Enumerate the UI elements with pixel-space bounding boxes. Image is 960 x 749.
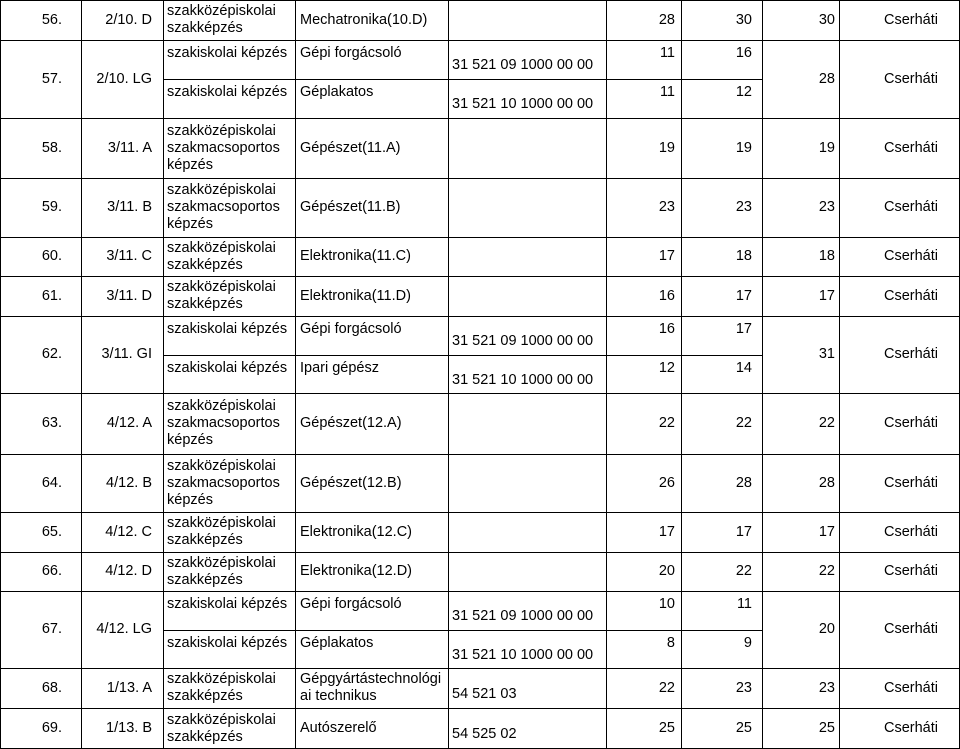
row-number: 57. [41,70,62,87]
class-name: 3/11. B [107,199,152,215]
qualification-code: 31 521 10 1000 00 00 [452,646,594,663]
profession-name: Gépészet(11.B) [300,199,401,215]
teacher-name: Cserháti [884,474,938,491]
headcount-2: 28 [735,474,752,491]
teacher-name: Cserháti [884,70,938,87]
row-number: 65. [41,523,62,540]
headcount-1: 11 [659,84,675,100]
profession-name: Elektronika(12.C) [300,523,413,540]
headcount-1: 23 [658,199,675,215]
row-divider [0,40,960,41]
profession-name: Ipari gépész [300,359,379,376]
row-divider [0,393,960,394]
training-type: szakközépiskolai szakmacsoportos képzés [167,457,280,508]
class-name: 4/12. A [106,415,152,431]
training-type: szakközépiskolai szakképzés [167,554,276,588]
headcount-1: 19 [658,139,675,156]
profession-name: Gépi forgácsoló [300,45,402,61]
profession-name: Autószerelő [300,720,377,736]
row-number: 67. [41,621,62,637]
headcount-3: 31 [818,346,835,362]
training-type: szakiskolai képzés [167,359,288,376]
headcount-1: 22 [658,679,675,696]
headcount-1: 16 [658,321,675,337]
profession-name: Géplakatos [300,84,374,100]
headcount-3: 23 [818,199,835,215]
training-type: szakiskolai képzés [167,321,288,337]
headcount-2: 12 [735,84,752,100]
headcount-1: 17 [658,523,675,540]
training-type: szakközépiskolai szakképzés [167,279,276,312]
headcount-3: 28 [818,70,835,87]
class-name: 3/11. GI [101,346,152,362]
row-number: 66. [41,563,62,579]
headcount-2: 30 [735,11,752,28]
headcount-2: 23 [735,679,752,696]
column-divider [448,0,449,749]
training-type: szakiskolai képzés [167,596,288,612]
profession-name: Elektronika(11.C) [300,248,411,264]
profession-name: Gépészet(12.A) [300,415,402,431]
teacher-name: Cserháti [884,523,938,540]
headcount-3: 23 [818,679,835,696]
column-divider [295,0,296,749]
headcount-1: 26 [658,474,675,491]
headcount-1: 20 [658,563,675,579]
headcount-1: 16 [658,287,675,304]
headcount-3: 18 [818,248,835,264]
headcount-2: 9 [743,634,752,651]
headcount-2: 14 [735,359,752,376]
teacher-name: Cserháti [884,720,938,736]
class-name: 2/10. D [105,11,152,28]
row-number: 68. [41,679,62,696]
row-number: 63. [41,415,62,431]
class-name: 3/11. A [107,139,152,156]
teacher-name: Cserháti [884,415,938,431]
row-divider [0,237,960,238]
profession-name: Gépészet(11.A) [300,139,401,156]
row-number: 69. [41,720,62,736]
row-number: 61. [41,287,62,304]
column-divider [606,0,607,749]
profession-name: Mechatronika(10.D) [300,11,428,28]
teacher-name: Cserháti [884,11,938,28]
headcount-2: 11 [736,596,752,612]
row-divider [0,454,960,455]
teacher-name: Cserháti [884,139,938,156]
headcount-2: 17 [735,287,752,304]
training-type: szakközépiskolai szakmacsoportos képzés [167,398,280,448]
teacher-name: Cserháti [884,563,938,579]
teacher-name: Cserháti [884,621,938,637]
headcount-1: 12 [658,359,675,376]
row-divider [0,552,960,553]
headcount-3: 25 [818,720,835,736]
headcount-3: 19 [818,139,835,156]
headcount-3: 28 [818,474,835,491]
profession-name: Elektronika(12.D) [300,563,413,579]
qualification-code: 31 521 10 1000 00 00 [452,371,594,388]
column-divider [163,0,164,749]
column-divider [681,0,682,749]
row-number: 60. [41,248,62,264]
sub-row-divider [163,79,763,80]
column-divider [0,0,1,749]
row-divider [0,118,960,119]
training-type: szakközépiskolai szakképzés [167,3,276,36]
sub-row-divider [163,630,763,631]
class-name: 3/11. D [106,287,152,304]
headcount-3: 17 [818,287,835,304]
headcount-1: 11 [659,45,675,61]
headcount-3: 20 [818,621,835,637]
headcount-2: 23 [735,199,752,215]
class-name: 4/12. C [105,523,152,540]
headcount-2: 22 [735,563,752,579]
headcount-2: 18 [735,248,752,264]
headcount-1: 10 [658,596,675,612]
row-divider [0,512,960,513]
qualification-code: 31 521 09 1000 00 00 [452,333,594,349]
headcount-3: 30 [818,11,835,28]
headcount-1: 17 [658,248,675,264]
row-divider [0,708,960,709]
teacher-name: Cserháti [884,346,938,362]
training-type: szakközépiskolai szakképzés [167,239,276,273]
row-divider [0,0,960,1]
teacher-name: Cserháti [884,199,938,215]
row-number: 64. [41,474,62,491]
class-name: 4/12. B [106,474,152,491]
sub-row-divider [163,355,763,356]
qualification-code: 54 525 02 [452,726,517,742]
headcount-3: 17 [818,523,835,540]
headcount-1: 22 [658,415,675,431]
qualification-code: 31 521 09 1000 00 00 [452,608,594,624]
training-type: szakközépiskolai szakképzés [167,711,276,745]
teacher-name: Cserháti [884,248,938,264]
profession-name: Elektronika(11.D) [300,287,411,304]
class-name: 4/12. D [105,563,152,579]
qualification-code: 31 521 10 1000 00 00 [452,96,594,112]
column-divider [762,0,763,749]
column-divider [839,0,840,749]
profession-name: Gépi forgácsoló [300,596,402,612]
headcount-2: 16 [735,45,752,61]
headcount-2: 19 [735,139,752,156]
class-name: 2/10. LG [96,70,152,87]
column-divider [81,0,82,749]
headcount-1: 8 [666,634,675,651]
training-type: szakközépiskolai szakképzés [167,671,276,704]
headcount-2: 17 [735,321,752,337]
row-divider [0,668,960,669]
teacher-name: Cserháti [884,287,938,304]
row-divider [0,591,960,592]
profession-name: Gépészet(12.B) [300,474,402,491]
training-type: szakközépiskolai szakképzés [167,515,276,548]
row-divider [0,316,960,317]
class-name: 1/13. A [106,679,152,696]
row-number: 62. [41,346,62,362]
headcount-2: 17 [735,523,752,540]
training-type: szakiskolai képzés [167,634,288,651]
training-type: szakközépiskolai szakmacsoportos képzés [167,122,280,173]
training-type: szakközépiskolai szakmacsoportos képzés [167,182,280,232]
row-number: 58. [41,139,62,156]
headcount-3: 22 [818,563,835,579]
headcount-2: 25 [735,720,752,736]
class-name: 1/13. B [106,720,152,736]
headcount-3: 22 [818,415,835,431]
row-number: 56. [41,11,62,28]
headcount-1: 28 [658,11,675,28]
row-number: 59. [41,199,62,215]
profession-name: Gépi forgácsoló [300,321,402,337]
qualification-code: 31 521 09 1000 00 00 [452,57,594,73]
profession-name: Gépgyártástechnológi ai technikus [300,671,442,704]
training-type: szakiskolai képzés [167,45,288,61]
training-type: szakiskolai képzés [167,84,288,100]
row-divider [0,276,960,277]
teacher-name: Cserháti [884,679,938,696]
row-divider [0,178,960,179]
profession-name: Géplakatos [300,634,374,651]
class-name: 4/12. LG [96,621,152,637]
headcount-1: 25 [658,720,675,736]
qualification-code: 54 521 03 [452,685,517,702]
class-name: 3/11. C [106,248,152,264]
headcount-2: 22 [735,415,752,431]
